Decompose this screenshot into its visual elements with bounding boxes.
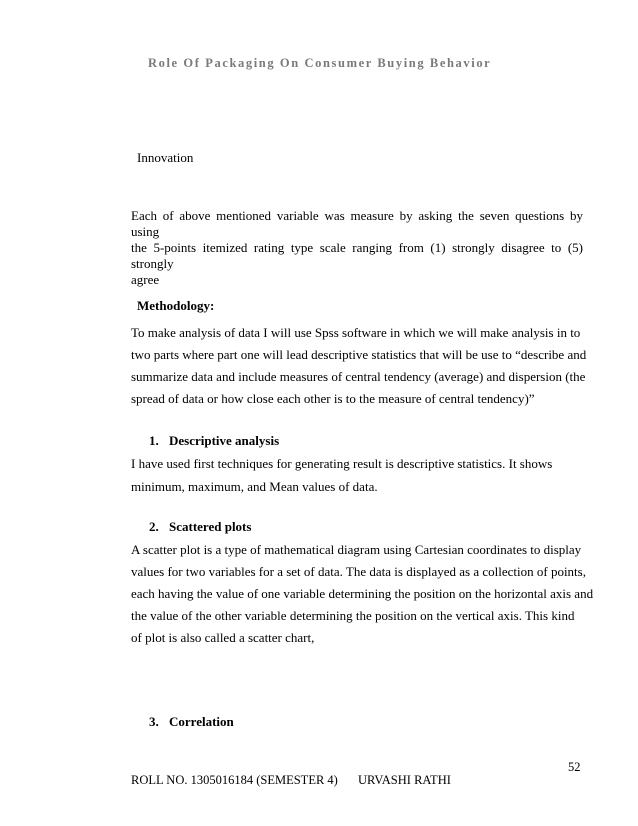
section-number: 1.	[149, 433, 159, 448]
section-heading-correlation	[149, 714, 234, 730]
section-title: Scattered plots	[169, 519, 252, 534]
footer-roll-number: ROLL NO. 1305016184 (SEMESTER 4)	[131, 773, 338, 787]
descriptive-line-1: I have used first techniques for generating result is descriptive statistics. It shows	[131, 456, 553, 471]
descriptive-line-2: minimum, maximum, and Mean values of data.	[131, 479, 378, 494]
methodology-line-2: two parts where part one will lead descriptive statistics that will be use to “describe and	[131, 347, 587, 362]
intro-line-1: Each of above mentioned variable was measure by asking the seven questions by using	[131, 208, 583, 239]
section-title: Correlation	[169, 714, 234, 729]
footer-author: URVASHI RATHI	[358, 773, 451, 787]
intro-line-3: agree	[131, 272, 160, 287]
section-heading-descriptive	[149, 433, 279, 449]
scatter-line-1: A scatter plot is a type of mathematical diagram using Cartesian coordinates to display	[131, 542, 582, 557]
running-header: Role Of Packaging On Consumer Buying Behavior	[148, 56, 492, 70]
section-number: 2.	[149, 519, 159, 534]
innovation-label: Innovation	[137, 150, 194, 165]
section-heading-scatter	[149, 519, 251, 535]
scatter-line-4: the value of the other variable determining the position on the vertical axis. This kind	[131, 608, 575, 623]
scatter-line-5: of plot is also called a scatter chart,	[131, 630, 315, 645]
methodology-heading: Methodology:	[137, 298, 215, 313]
methodology-line-4: spread of data or how close each other is to the measure of central tendency)”	[131, 391, 535, 406]
intro-line-2: the 5-points itemized rating type scale ranging from (1) strongly disagree to (5) strongly	[131, 240, 583, 271]
section-number: 3.	[149, 714, 159, 729]
scatter-line-2: values for two variables for a set of data. The data is displayed as a collection of points,	[131, 564, 586, 579]
methodology-line-3: summarize data and include measures of central tendency (average) and dispersion (the	[131, 369, 586, 384]
section-title: Descriptive analysis	[169, 433, 280, 448]
methodology-line-1: To make analysis of data I will use Spss software in which we will make analysis in to	[131, 325, 581, 340]
scatter-line-3: each having the value of one variable determining the position on the horizontal axis and	[131, 586, 594, 601]
page-number: 52	[568, 760, 581, 774]
